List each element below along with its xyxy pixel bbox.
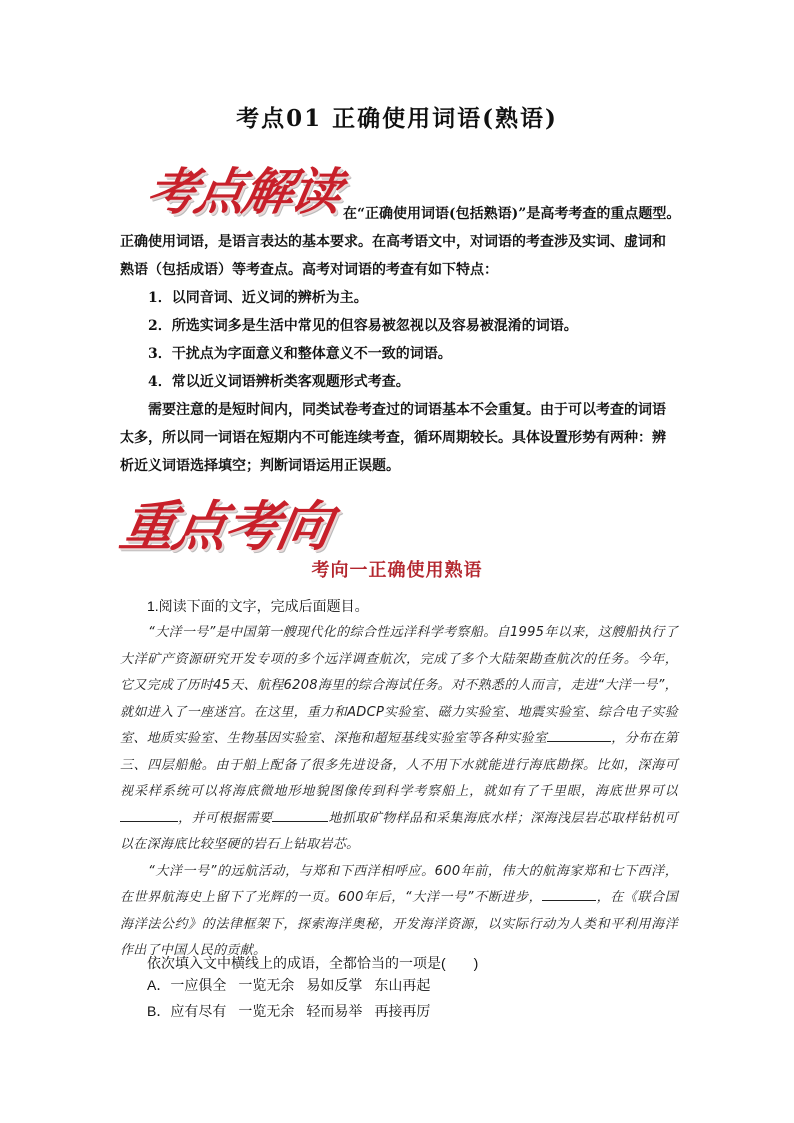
option-label: B． bbox=[147, 1003, 171, 1019]
passage-text: ，并可根据需要 bbox=[178, 810, 273, 826]
answer-options bbox=[147, 972, 430, 1024]
passage-paragraph-1 bbox=[120, 620, 678, 859]
option-a[interactable] bbox=[147, 972, 430, 998]
option-item: 一览无余 bbox=[238, 1003, 295, 1019]
option-item: 一览无余 bbox=[238, 977, 295, 993]
question-prompt: 依次填入文中横线上的成语，全都恰当的一项是( ) bbox=[147, 955, 479, 971]
intro-point-4: 4．常以近义词语辨析类客观题形式考查。 bbox=[148, 374, 410, 390]
passage-text: ，分布在第三、四层船舱。由于船上配备了很多先进设备，人不用下水就能进行海底勘探。比如，深海可视采样系统可以将海底微地形地貌图像传到科学考察船上，就如有了千里眼，海底世界可以 bbox=[120, 731, 678, 799]
option-item: 一应俱全 bbox=[170, 977, 227, 993]
blank-1 bbox=[547, 727, 611, 742]
passage-paragraph-2 bbox=[120, 859, 678, 965]
badge-focus: 重点考向 bbox=[115, 494, 336, 558]
question-intro: 1.阅读下面的文字，完成后面题目。 bbox=[147, 598, 369, 614]
page-title: 考点01 正确使用词语(熟语) bbox=[236, 105, 558, 132]
option-item: 轻而易举 bbox=[306, 1003, 363, 1019]
intro-body bbox=[120, 228, 676, 480]
option-item: 应有尽有 bbox=[170, 1003, 227, 1019]
blank-2 bbox=[120, 807, 178, 822]
intro-point-3: 3．干扰点为字面意义和整体意义不一致的词语。 bbox=[148, 346, 452, 362]
intro-note: 需要注意的是短时间内，同类试卷考查过的词语基本不会重复。由于可以考查的词语太多，所以同一词语在短期内不可能连续考查，循环周期较长。具体设置形势有两种：辨析近义词语选择填空；判断词语运用正误题。 bbox=[120, 402, 666, 474]
passage-text: ，在《联合国海洋法公约》的法律框架下，探索海洋奥秘，开发海洋资源，以实际行动为人类和平利用海洋作出了中国人民的贡献。 bbox=[120, 890, 678, 958]
intro-paragraph: 正确使用词语，是语言表达的基本要求。在高考语文中，对词语的考查涉及实词、虚词和熟语（包括成语）等考查点。高考对词语的考查有如下特点： bbox=[120, 234, 666, 278]
option-item: 易如反掌 bbox=[306, 977, 363, 993]
intro-point-1: 1．以同音词、近义词的辨析为主。 bbox=[148, 290, 368, 306]
reading-passage bbox=[120, 620, 678, 965]
option-item: 再接再厉 bbox=[374, 1003, 431, 1019]
passage-text: “大洋一号”的远航活动，与郑和下西洋相呼应。600年前，伟大的航海家郑和七下西洋，在世界航海史上留下了光辉的一页。600年后，“大洋一号”不断进步， bbox=[120, 863, 678, 905]
passage-text: “大洋一号”是中国第一艘现代化的综合性远洋科学考察船。自1995年以来，这艘船执行了大洋矿产资源研究开发专项的多个远洋调查航次，完成了多个大陆架勘查航次的任务。今年，它又完成了历时45天、航程6208海里的综合海试任务。对不熟悉的人而言，走进“大洋一号”，就如进入了一座迷宫。在这里，重力和ADCP实验室、磁力实验室、地震实验室、综合电子实验室、地质实验室、生物基因实验室、深拖和超短基线实验室等各种实验室 bbox=[120, 625, 678, 746]
badge-analysis: 考点解读 bbox=[142, 162, 345, 221]
section-heading: 考向一正确使用熟语 bbox=[311, 560, 483, 581]
blank-4 bbox=[542, 886, 596, 901]
blank-3 bbox=[272, 807, 328, 822]
intro-first-line: 在“正确使用词语(包括熟语)”是高考考查的重点题型。 bbox=[343, 206, 681, 222]
option-label: A． bbox=[147, 977, 171, 993]
intro-point-2: 2．所选实词多是生活中常见的但容易被忽视以及容易被混淆的词语。 bbox=[148, 318, 578, 334]
option-item: 东山再起 bbox=[374, 977, 431, 993]
passage-text: 地抓取矿物样品和采集海底水样；深海浅层岩芯取样钻机可以在深海底比较坚硬的岩石上钻取岩芯。 bbox=[120, 810, 678, 852]
option-b[interactable] bbox=[147, 998, 430, 1024]
